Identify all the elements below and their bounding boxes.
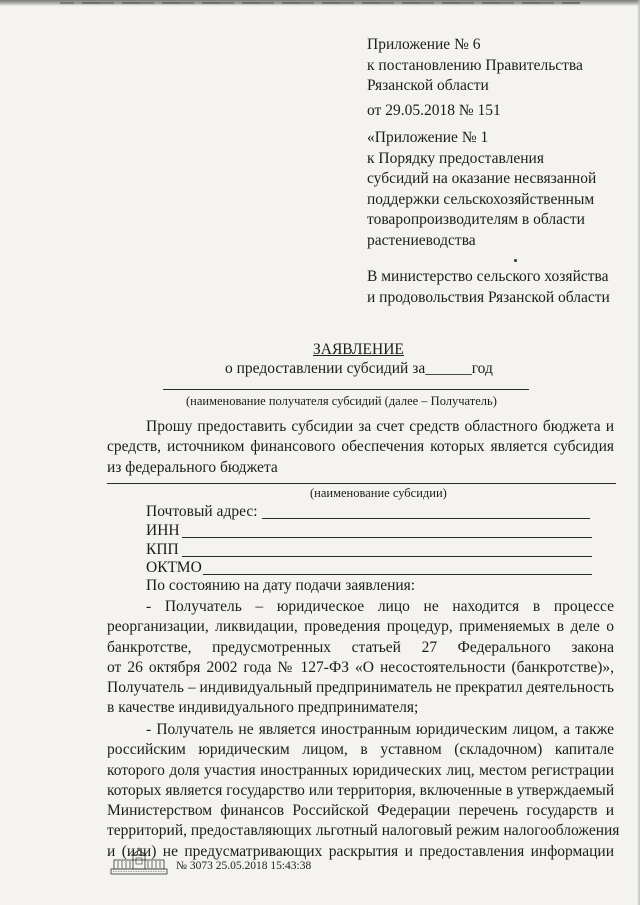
appendix-line-2: к постановлению Правительства: [367, 56, 583, 74]
request-line-1: Прошу предоставить субсидии за счет средств областного бюджета и: [146, 418, 614, 435]
procedure-line-6: растениеводства: [367, 231, 476, 249]
subsidy-name-line: [107, 483, 616, 484]
document-subtitle: о предоставлении субсидий за______год: [225, 360, 493, 377]
inn-line: [182, 537, 592, 538]
registry-stamp-text: № 3073 25.05.2018 15:43:38: [176, 860, 312, 872]
condition2-line-4: которых является государство или территория, включенные в утверждаемый: [107, 781, 615, 799]
appendix-header: [367, 35, 583, 121]
oktmo-line: [203, 574, 592, 575]
condition-paragraph-1: [107, 597, 614, 719]
procedure-line-1: «Приложение № 1: [367, 129, 489, 146]
scan-edge-noise: [60, 2, 580, 4]
condition1-line-6: в качестве индивидуального предпринимателя;: [107, 699, 419, 717]
oktmo-label: ОКТМО: [146, 559, 202, 576]
kpp-line: [182, 556, 592, 557]
condition1-line-1: - Получатель – юридическое лицо не находится в процессе: [146, 598, 614, 615]
request-line-3: из федерального бюджета: [107, 458, 278, 476]
postal-address-line: [262, 518, 590, 519]
condition2-line-5: Министерством финансов Российской Федерации перечень государств и: [107, 802, 614, 820]
document-title: ЗАЯВЛЕНИЕ: [313, 341, 404, 358]
inn-label: ИНН: [146, 522, 180, 539]
condition1-line-5: Получатель – индивидуальный предприниматель не прекратил деятельность: [107, 679, 614, 697]
appendix-line-3: Рязанской области: [367, 77, 489, 94]
procedure-line-2: к Порядку предоставления: [367, 149, 544, 167]
addressee-line-2: и продовольствия Рязанской области: [367, 288, 610, 306]
scan-speck: [514, 259, 517, 262]
conditions-intro: По состоянию на дату подачи заявления:: [146, 577, 416, 594]
addressee-line-1: В министерство сельского хозяйства: [367, 268, 609, 285]
condition2-line-7: и (или) не предусматривающих раскрытия и предоставления информации: [107, 842, 614, 860]
procedure-line-4: поддержки сельскохозяйственным: [367, 190, 595, 208]
appendix-line-4: от 29.05.2018 № 151: [367, 101, 501, 119]
appendix-line-1: Приложение № 6: [367, 36, 481, 53]
addressee-block: [367, 267, 610, 308]
condition1-line-3: банкротстве, предусмотренных статьей 27 Федерального закона: [107, 638, 614, 656]
kpp-label: КПП: [146, 541, 179, 558]
condition2-line-2: российским юридическим лицом, в уставном (складочном) капитале: [107, 741, 614, 759]
condition-paragraph-2: [107, 720, 620, 862]
procedure-line-3: субсидий на оказание несвязанной: [367, 170, 597, 187]
condition1-line-2: реорганизации, ликвидации, проведения процедур, применяемых в деле о: [107, 618, 614, 636]
condition2-line-6: территорий, предоставляющих льготный налоговый режим налогообложения: [107, 822, 620, 840]
condition1-line-4: от 26 октября 2002 года № 127-ФЗ «О несостоятельности (банкротстве)»,: [107, 658, 614, 676]
appendix-procedure-header: [367, 128, 596, 251]
request-line-2: средств, источником финансового обеспечения которых является субсидия: [107, 438, 614, 456]
condition2-line-1: - Получатель не является иностранным юридическим лицом, а также: [146, 721, 614, 738]
postal-address-label: Почтовый адрес:: [146, 503, 258, 520]
request-paragraph: [107, 417, 614, 478]
procedure-line-5: товаропроизводителям в области: [367, 211, 585, 228]
registry-stamp-emblem: [110, 847, 168, 875]
recipient-caption: (наименование получателя субсидий (далее – Получатель): [186, 394, 497, 408]
recipient-name-line: [163, 389, 529, 390]
condition2-line-3: которого доля участия иностранных юридических лиц, местом регистрации: [107, 761, 614, 779]
subsidy-caption: (наименование субсидии): [310, 486, 447, 500]
